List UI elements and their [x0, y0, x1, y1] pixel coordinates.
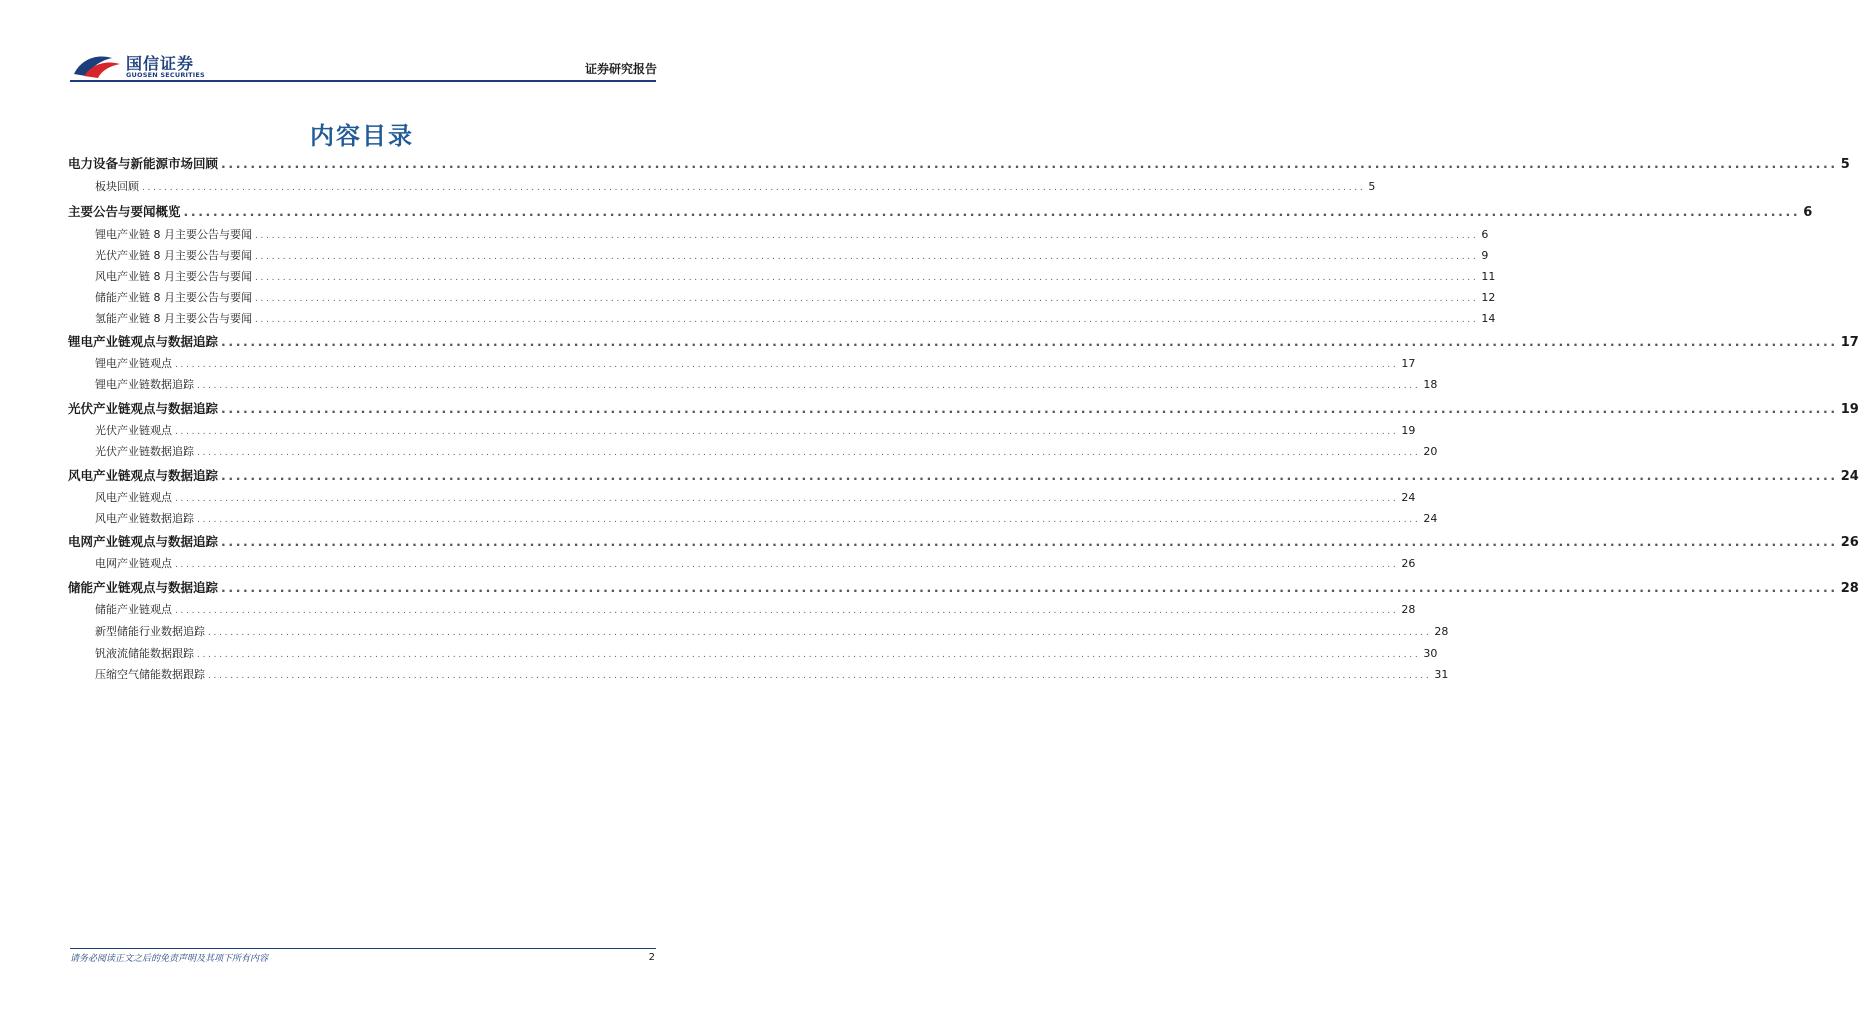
- toc-entry-page: 30: [1423, 647, 1438, 660]
- toc-entry-page: 31: [1434, 668, 1449, 681]
- toc-dot-leader: ............................................................................................................................................................................................................................: [255, 252, 1479, 262]
- toc-subsection-entry[interactable]: [95, 489, 1416, 505]
- toc-dot-leader: ............................................................................................................................................................................................................................: [175, 360, 1399, 370]
- toc-dot-leader: ............................................................................................................................................................................................................................: [197, 381, 1421, 391]
- toc-entry-page: 18: [1423, 378, 1438, 391]
- toc-dot-leader: ............................................................................................................................................................................................................................: [221, 534, 1838, 549]
- guosen-logo-icon: [72, 52, 122, 80]
- toc-entry-page: 28: [1434, 625, 1449, 638]
- toc-entry-page: 6: [1481, 228, 1489, 241]
- toc-subsection-entry[interactable]: [95, 355, 1416, 371]
- toc-entry-label: 风电产业链 8 月主要公告与要闻: [95, 270, 252, 283]
- toc-entry-label: 风电产业链观点与数据追踪: [68, 468, 219, 483]
- page-number: 2: [648, 952, 655, 963]
- toc-section-entry[interactable]: [68, 399, 1859, 417]
- toc-dot-leader: ............................................................................................................................................................................................................................: [197, 650, 1421, 660]
- toc-entry-page: 5: [1368, 180, 1376, 193]
- toc-entry-label: 光伏产业链数据追踪: [95, 445, 194, 458]
- toc-subsection-entry[interactable]: [95, 247, 1489, 263]
- toc-dot-leader: ............................................................................................................................................................................................................................: [221, 401, 1838, 416]
- toc-section-entry[interactable]: [68, 332, 1859, 350]
- toc-subsection-entry[interactable]: [95, 289, 1496, 305]
- page-header: [0, 0, 724, 90]
- toc-dot-leader: ............................................................................................................................................................................................................................: [197, 448, 1421, 458]
- toc-entry-page: 17: [1401, 357, 1416, 370]
- toc-entry-label: 光伏产业链观点: [95, 424, 172, 437]
- toc-entry-label: 光伏产业链 8 月主要公告与要闻: [95, 249, 252, 262]
- toc-subsection-entry[interactable]: [95, 555, 1416, 571]
- toc-subsection-entry[interactable]: [95, 666, 1449, 682]
- toc-entry-label: 主要公告与要闻概览: [68, 204, 181, 219]
- toc-entry-page: 9: [1481, 249, 1489, 262]
- toc-entry-page: 24: [1401, 491, 1416, 504]
- toc-entry-label: 压缩空气储能数据跟踪: [95, 668, 205, 681]
- toc-entry-page: 28: [1840, 581, 1859, 596]
- toc-entry-page: 6: [1803, 205, 1813, 220]
- toc-dot-leader: ............................................................................................................................................................................................................................: [221, 334, 1838, 349]
- toc-entry-label: 板块回顾: [95, 180, 139, 193]
- toc-entry-label: 风电产业链观点: [95, 491, 172, 504]
- toc-subsection-entry[interactable]: [95, 268, 1496, 284]
- toc-dot-leader: ............................................................................................................................................................................................................................: [255, 273, 1479, 283]
- toc-entry-page: 12: [1481, 291, 1496, 304]
- toc-dot-leader: ............................................................................................................................................................................................................................: [255, 231, 1479, 241]
- toc-entry-label: 电网产业链观点: [95, 557, 172, 570]
- toc-subsection-entry[interactable]: [95, 510, 1438, 526]
- toc-entry-label: 锂电产业链 8 月主要公告与要闻: [95, 228, 252, 241]
- toc-entry-label: 储能产业链观点与数据追踪: [68, 580, 219, 595]
- toc-subsection-entry[interactable]: [95, 376, 1438, 392]
- report-type-label: 证券研究报告: [584, 62, 657, 76]
- footer-divider: [70, 948, 656, 949]
- toc-entry-page: 24: [1423, 512, 1438, 525]
- toc-dot-leader: ............................................................................................................................................................................................................................: [175, 560, 1399, 570]
- toc-section-entry[interactable]: [68, 578, 1859, 596]
- toc-entry-page: 19: [1401, 424, 1416, 437]
- toc-entry-page: 14: [1481, 312, 1496, 325]
- toc-subsection-entry[interactable]: [95, 443, 1438, 459]
- toc-dot-leader: ............................................................................................................................................................................................................................: [175, 427, 1399, 437]
- page-title: 内容目录: [310, 122, 414, 150]
- toc-entry-label: 光伏产业链观点与数据追踪: [68, 401, 219, 416]
- toc-entry-label: 锂电产业链观点与数据追踪: [68, 334, 219, 349]
- toc-entry-page: 26: [1840, 535, 1859, 550]
- toc-entry-label: 锂电产业链观点: [95, 357, 172, 370]
- toc-dot-leader: ............................................................................................................................................................................................................................: [208, 628, 1432, 638]
- toc-dot-leader: ............................................................................................................................................................................................................................: [142, 183, 1366, 193]
- toc-dot-leader: ............................................................................................................................................................................................................................: [255, 315, 1479, 325]
- toc-subsection-entry[interactable]: [95, 226, 1489, 242]
- logo-text-en: GUOSEN SECURITIES: [126, 71, 205, 79]
- toc-subsection-entry[interactable]: [95, 422, 1416, 438]
- toc-entry-page: 28: [1401, 603, 1416, 616]
- toc-section-entry[interactable]: [68, 532, 1859, 550]
- toc-entry-label: 新型储能行业数据追踪: [95, 625, 205, 638]
- toc-subsection-entry[interactable]: [95, 645, 1438, 661]
- toc-entry-label: 氢能产业链 8 月主要公告与要闻: [95, 312, 252, 325]
- toc-dot-leader: ............................................................................................................................................................................................................................: [221, 156, 1838, 171]
- header-divider: [70, 80, 656, 82]
- toc-subsection-entry[interactable]: [95, 310, 1496, 326]
- toc-entry-page: 24: [1840, 469, 1859, 484]
- toc-entry-page: 17: [1840, 335, 1859, 350]
- toc-subsection-entry[interactable]: [95, 178, 1376, 194]
- disclaimer-note: 请务必阅读正文之后的免责声明及其项下所有内容: [70, 954, 269, 964]
- toc-entry-label: 储能产业链观点: [95, 603, 172, 616]
- toc-dot-leader: ............................................................................................................................................................................................................................: [221, 468, 1838, 483]
- toc-dot-leader: ............................................................................................................................................................................................................................: [175, 494, 1399, 504]
- toc-dot-leader: ............................................................................................................................................................................................................................: [197, 515, 1421, 525]
- toc-entry-page: 20: [1423, 445, 1438, 458]
- toc-entry-label: 电网产业链观点与数据追踪: [68, 534, 219, 549]
- toc-dot-leader: ............................................................................................................................................................................................................................: [208, 671, 1432, 681]
- toc-entry-page: 11: [1481, 270, 1496, 283]
- toc-entry-label: 锂电产业链数据追踪: [95, 378, 194, 391]
- toc-dot-leader: ............................................................................................................................................................................................................................: [175, 606, 1399, 616]
- toc-dot-leader: ............................................................................................................................................................................................................................: [183, 204, 1801, 219]
- guosen-logo: [72, 50, 212, 84]
- toc-entry-label: 电力设备与新能源市场回顾: [68, 156, 219, 171]
- toc-section-entry[interactable]: [68, 154, 1850, 172]
- toc-subsection-entry[interactable]: [95, 601, 1416, 617]
- toc-entry-label: 钒液流储能数据跟踪: [95, 647, 194, 660]
- toc-dot-leader: ............................................................................................................................................................................................................................: [255, 294, 1479, 304]
- toc-entry-page: 26: [1401, 557, 1416, 570]
- toc-entry-label: 风电产业链数据追踪: [95, 512, 194, 525]
- toc-entry-label: 储能产业链 8 月主要公告与要闻: [95, 291, 252, 304]
- toc-subsection-entry[interactable]: [95, 623, 1449, 639]
- toc-section-entry[interactable]: [68, 202, 1813, 220]
- toc-dot-leader: ............................................................................................................................................................................................................................: [221, 580, 1838, 595]
- toc-section-entry[interactable]: [68, 466, 1859, 484]
- toc-entry-page: 5: [1840, 157, 1850, 172]
- logo-text-cn: 国信证券: [126, 54, 195, 73]
- toc-entry-page: 19: [1840, 402, 1859, 417]
